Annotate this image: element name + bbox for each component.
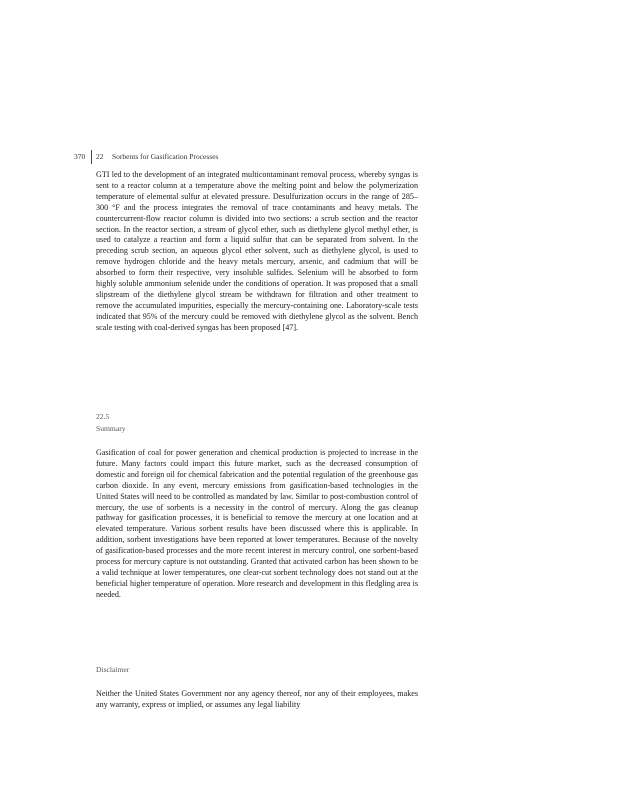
section-title: Summary xyxy=(96,424,126,433)
header-divider xyxy=(91,150,92,164)
page-number: 370 xyxy=(74,152,86,161)
disclaimer-heading: Disclaimer xyxy=(96,665,130,674)
summary-paragraph: Gasification of coal for power generation and chemical production is projected to increase in the future. Many factors could impact this future market, such as the decreased consumption of domestic and foreign oil for chemical fabrication and the potential regulation of the greenhouse gas carbon dioxide. In any event, mercury emissions from gasification-based technologies in the United States will need to be controlled as mandated by law. Similar to post-combustion control of mercury, the use of sorbents is a necessity in the control of mercury. Along the gas cleanup pathway for gasification processes, it is beneficial to remove the mercury at one location and at elevated temperature. Various sorbent results have been discussed where this is applicable. In addition, sorbent investigations have been reported at lower temperatures. Because of the novelty of gasification-based processes and the more recent interest in mercury control, one sorbent-based process for mercury capture is not outstanding. Granted that activated carbon has been shown to be a valid technique at lower temperatures, one clear-cut sorbent technology does not stand out at the beneficial higher temperature of operation. More research and development in this fledgling area is needed. xyxy=(96,448,418,599)
disclaimer-paragraph: Neither the United States Government nor any agency thereof, nor any of their employees, makes any warranty, express or implied, or assumes any legal liability xyxy=(96,689,418,709)
chapter-title: Sorbents for Gasification Processes xyxy=(112,152,219,161)
running-header xyxy=(0,150,618,164)
section-number: 22.5 xyxy=(96,412,110,421)
body-paragraph-gti-process: GTI led to the development of an integrated multicontaminant removal process, whereby syngas is sent to a reactor column at a temperature above the melting point and below the polymerization temperature of elemental sulfur at elevated pressure. Desulfurization occurs in the range of 285–300 °F and the process integrates the removal of trace contaminants and heavy metals. The countercurrent-flow reactor column is divided into two sections: a scrub section and the reactor section. In the reactor section, a stream of glycol ether, such as diethylene glycol methyl ether, is used to catalyze a reaction and form a liquid sulfur that can be separated from solvent. In the preceding scrub section, an aqueous glycol ether solvent, such as diethylene glycol, is used to remove hydrogen chloride and the heavy metals mercury, arsenic, and cadmium that will be absorbed to form their respective, very insoluble sulfides. Selenium will be absorbed to form highly soluble ammonium selenide under the conditions of operation. It was proposed that a small slipstream of the diethylene glycol stream be withdrawn for filtration and other treatment to remove the accumulated impurities, especially the mercury-containing one. Laboratory-scale tests indicated that 95% of the mercury could be removed with diethylene glycol as the solvent. Bench scale testing with coal-derived syngas has been proposed [47]. xyxy=(96,170,418,332)
chapter-number: 22 xyxy=(96,152,104,161)
